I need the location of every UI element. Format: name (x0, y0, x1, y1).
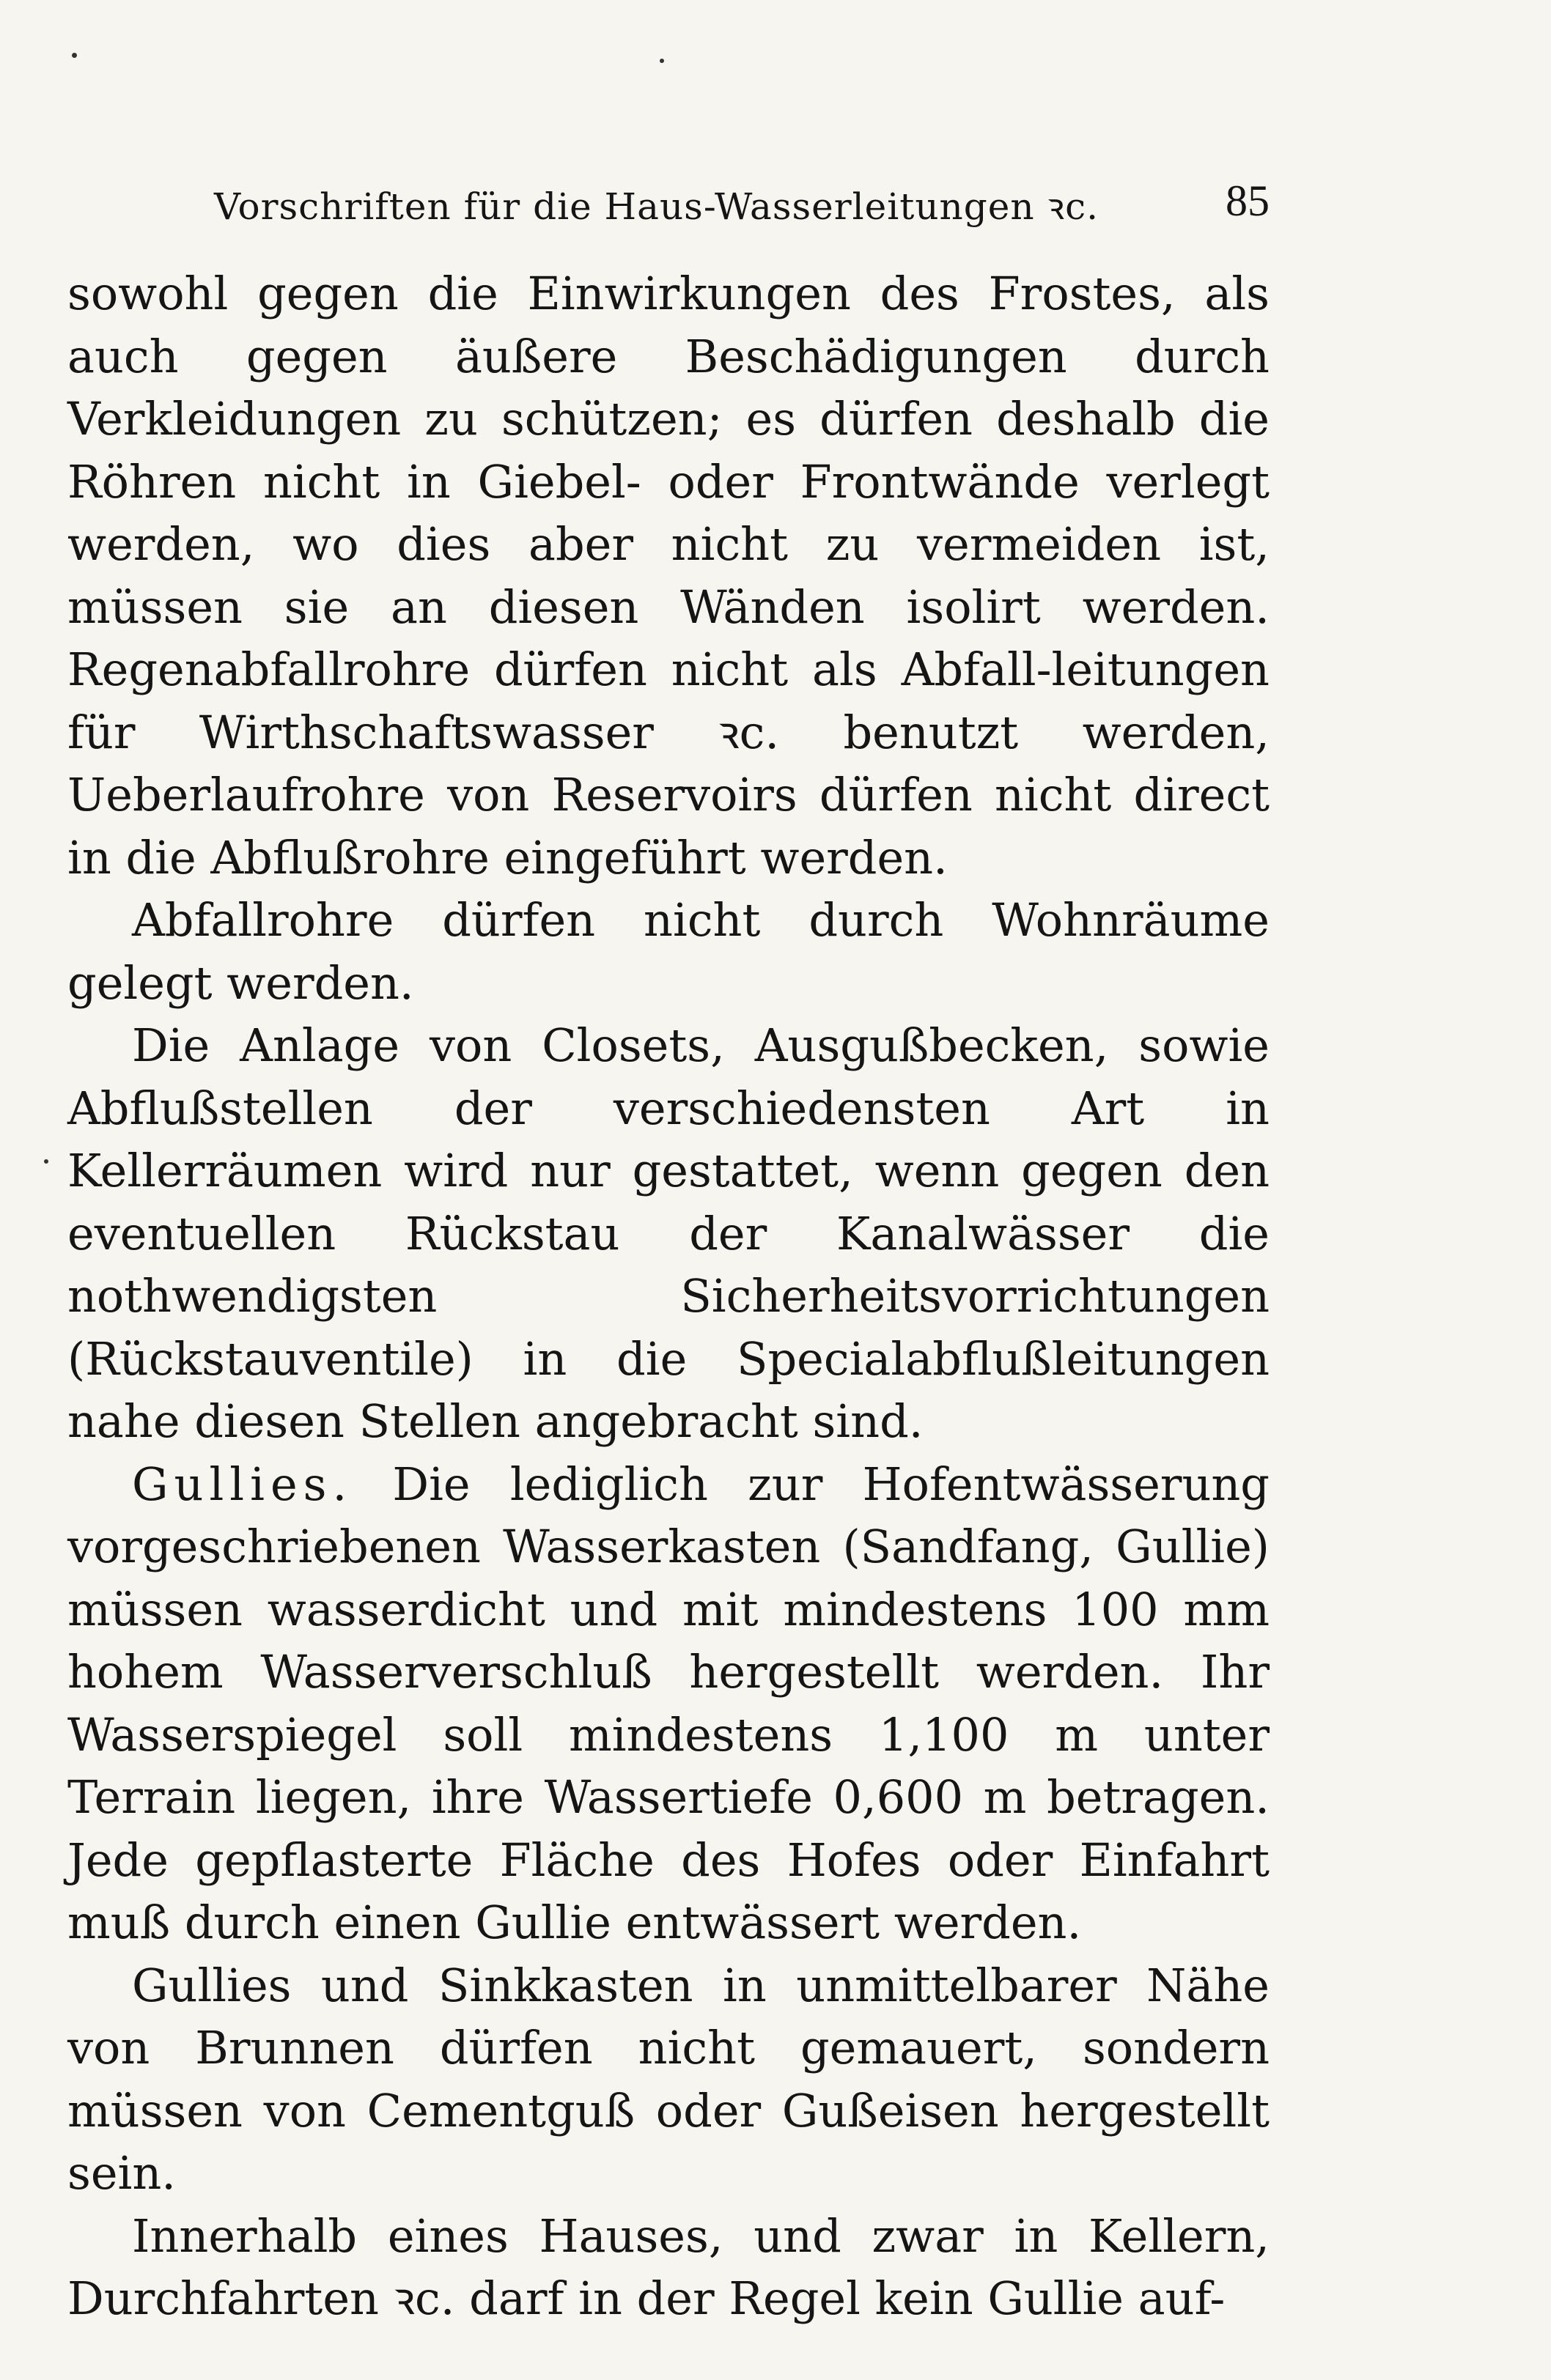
scan-speck (72, 53, 77, 58)
paragraph-text: Innerhalb eines Hauses, und zwar in Kellern, Durchfahrten ꝛc. darf in der Regel kein Gullie auf- (67, 2209, 1270, 2325)
paragraph (67, 889, 1270, 1014)
paragraph (67, 1954, 1270, 2205)
running-title: Vorschriften für die Haus-Wasserleitungen ꝛc. (214, 185, 1099, 228)
book-page (67, 176, 1270, 2330)
scan-speck (44, 1159, 48, 1164)
paragraph-text: Gullies und Sinkkasten in unmittelbarer Nähe von Brunnen dürfen nicht gemauert, sondern müssen von Cementguß oder Gußeisen hergestellt sein. (67, 1958, 1270, 2200)
section-lead: Gullies. (132, 1457, 353, 1511)
paragraph (67, 1453, 1270, 1954)
paragraph-text: Abfallrohre dürfen nicht durch Wohnräume gelegt werden. (67, 893, 1270, 1010)
scan-speck (660, 59, 664, 63)
body-text (67, 262, 1270, 2330)
page-number: 85 (1226, 177, 1270, 225)
paragraph (67, 2205, 1270, 2330)
paragraph (67, 1014, 1270, 1453)
paragraph-text: sowohl gegen die Einwirkungen des Frostes, als auch gegen äußere Beschädigungen durch Verkleidungen zu schützen; es dürfen deshalb die Röhren nicht in Giebel- oder Frontwände verlegt werden, wo dies aber nicht zu vermeiden ist, müssen sie an diesen Wänden isolirt werden. Regenabfallrohre dürfen nicht als Abfall-leitungen für Wirthschaftswasser ꝛc. benutzt werden, Ueberlaufrohre von Reservoirs dürfen nicht direct in die Abflußrohre eingeführt werden. (67, 267, 1270, 884)
paragraph-text: Die Anlage von Closets, Ausgußbecken, sowie Abflußstellen der verschiedensten Art in Kellerräumen wird nur gestattet, wenn gegen den eventuellen Rückstau der Kanalwässer die nothwendigsten Sicherheitsvorrichtungen (Rückstauventile) in die Specialabflußleitungen nahe diesen Stellen angebracht sind. (67, 1019, 1270, 1448)
paragraph (67, 262, 1270, 889)
page-header (67, 176, 1270, 242)
paragraph-text: Die lediglich zur Hofentwässerung vorgeschriebenen Wasserkasten (Sandfang, Gullie) müssen wasserdicht und mit mindestens 100 mm hohem Wasserverschluß hergestellt werden. Ihr Wasserspiegel soll mindestens 1,100 m unter Terrain liegen, ihre Wassertiefe 0,600 m betragen. Jede gepflasterte Fläche des Hofes oder Einfahrt muß durch einen Gullie entwässert werden. (67, 1457, 1270, 1949)
